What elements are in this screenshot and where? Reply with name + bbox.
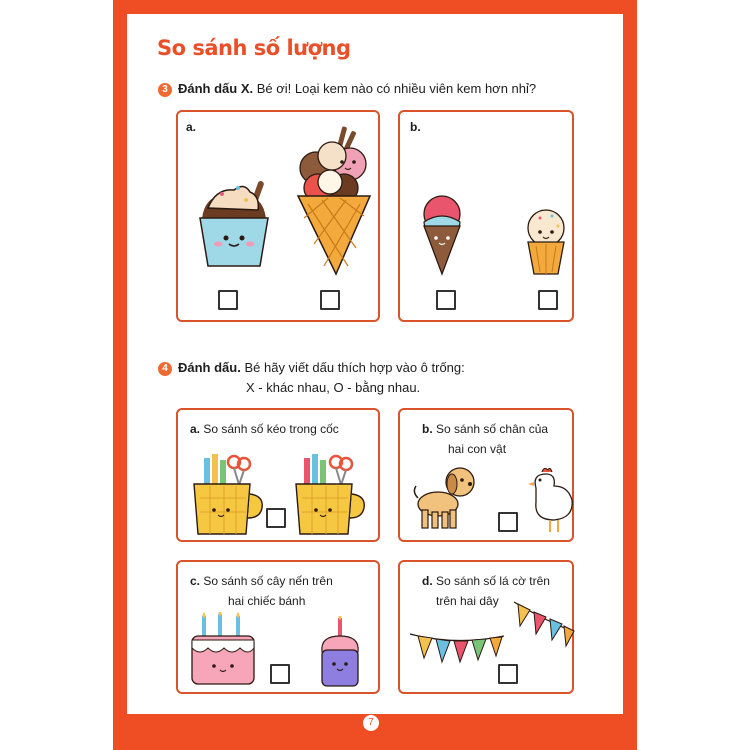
pencil-cup-icon xyxy=(190,452,266,536)
exercise-4-text-line1: Bé hãy viết dấu thích hợp vào ô trống: xyxy=(244,360,465,375)
exercise-4-instruction xyxy=(158,360,465,376)
exercise-3-box-a-label: a. xyxy=(186,120,197,134)
page-title: So sánh số lượng xyxy=(157,36,351,60)
exercise-4b-label: b. So sánh số chân của xyxy=(422,422,549,436)
checkbox-3b-left[interactable] xyxy=(436,290,456,310)
ice-cream-cone-icon xyxy=(294,126,374,276)
exercise-4c-label: c. So sánh số cây nến trên xyxy=(190,574,333,588)
dog-icon xyxy=(410,460,482,532)
chicken-icon xyxy=(528,466,578,536)
exercise-3-number: 3 xyxy=(158,83,172,97)
ice-cream-cone-icon xyxy=(416,192,468,276)
cupcake-icon xyxy=(318,616,362,688)
answer-box-4a-1[interactable] xyxy=(266,508,286,528)
exercise-4b-label-line2: hai con vật xyxy=(448,442,507,456)
exercise-3-lead: Đánh dấu X. xyxy=(178,81,254,96)
exercise-4a-label: a. So sánh số kéo trong cốc xyxy=(190,422,339,436)
exercise-4d-label: d. So sánh số lá cờ trên xyxy=(422,574,550,588)
exercise-4-box-c xyxy=(176,560,380,694)
pencil-cup-icon xyxy=(292,452,368,536)
answer-box-4b[interactable] xyxy=(498,512,518,532)
exercise-4-box-b xyxy=(398,408,574,542)
exercise-3-instruction xyxy=(158,81,536,97)
exercise-4-box-a xyxy=(176,408,380,542)
exercise-4-text-line2: X - khác nhau, O - bằng nhau. xyxy=(246,380,421,395)
ice-cream-cup-icon xyxy=(194,170,274,270)
exercise-4-number: 4 xyxy=(158,362,172,376)
answer-box-4d[interactable] xyxy=(498,664,518,684)
exercise-4-box-d xyxy=(398,560,574,694)
ice-cream-cup-icon xyxy=(522,206,570,276)
checkbox-3b-right[interactable] xyxy=(538,290,558,310)
exercise-4d-label-line2: trên hai dây xyxy=(436,594,499,608)
bunting-flags-icon xyxy=(512,598,576,656)
cake-icon xyxy=(188,612,260,688)
exercise-3-box-a xyxy=(176,110,380,322)
bunting-flags-icon xyxy=(408,616,506,672)
answer-box-4c[interactable] xyxy=(270,664,290,684)
checkbox-3a-right[interactable] xyxy=(320,290,340,310)
page-number: 7 xyxy=(362,714,380,732)
exercise-4c-label-line2: hai chiếc bánh xyxy=(228,594,306,608)
exercise-4-lead: Đánh dấu. xyxy=(178,360,241,375)
exercise-3-box-b xyxy=(398,110,574,322)
exercise-3-box-b-label: b. xyxy=(410,120,421,134)
checkbox-3a-left[interactable] xyxy=(218,290,238,310)
exercise-3-text: Bé ơi! Loại kem nào có nhiều viên kem hơn nhỉ? xyxy=(256,81,537,96)
